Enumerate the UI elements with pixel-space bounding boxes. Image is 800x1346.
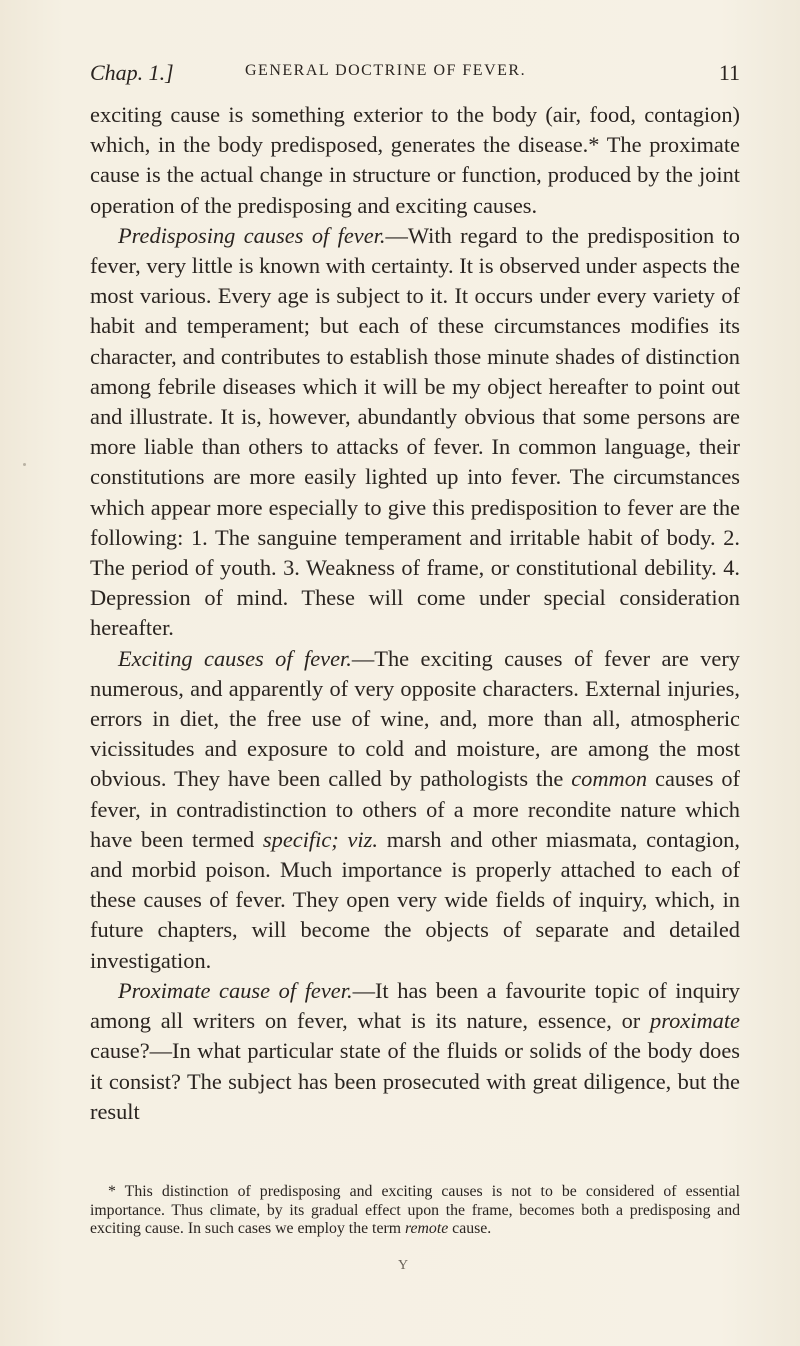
section-heading-exciting: Exciting causes of fever. [118, 645, 352, 671]
paper-speck [23, 463, 26, 466]
body-text [90, 100, 740, 1127]
footnote [90, 1183, 740, 1239]
running-title: GENERAL DOCTRINE OF FEVER. [245, 62, 527, 79]
paragraph-exciting-cause-definition: exciting cause is something exterior to the body (air, food, contagion) which, in the body predisposed, generates the disease.* The proximate cause is the actual change in structure or function, produced by the joint operation of the predisposing and exciting causes. [90, 102, 740, 218]
paragraph-exciting-causes: Exciting causes of fever.—The exciting causes of fever are very numerous, and apparently of very opposite characters. External injuries, errors in diet, the free use of wine, and, more than all, atmospheric vicissitudes and exposure to cold and moisture, are among the most obvious. They have been called by pathologists the common causes of fever, in contradistinction to others of a more recondite nature which have been termed specific; viz. marsh and other miasmata, contagion, and morbid poison. Much importance is properly attached to each of these causes of fever. They open very wide fields of inquiry, which, in future chapters, will become the objects of separate and detailed investigation. [90, 645, 741, 973]
section-heading-predisposing: Predisposing causes of fever. [118, 222, 386, 248]
signature-mark: Y [398, 1258, 409, 1273]
page-number: 11 [718, 60, 740, 85]
chapter-reference: Chap. 1.] [90, 60, 174, 85]
paragraph-predisposing-causes: Predisposing causes of fever.—With regard to the predisposition to fever, very little is known with certainty. It is observed under aspects the most various. Every age is subject to it. It occurs under every variety of habit and temperament; but each of these circumstances modifies its character, and contributes to establish those minute shades of distinction among febrile diseases which it will be my object hereafter to point out and illustrate. It is, however, abundantly obvious that some persons are more liable than others to attacks of fever. In common language, their constitutions are more easily lighted up into fever. The circumstances which appear more especially to give this predisposition to fever are the following: 1. The sanguine temperament and irritable habit of body. 2. The period of youth. 3. Weakness of frame, or constitutional debility. 4. Depression of mind. These will come under special consideration hereafter. [90, 222, 741, 641]
footnote-text: * This distinction of predisposing and exciting causes is not to be considered of essential importance. Thus climate, by its gradual effect upon the frame, becomes both a predisposing and exciting cause. In such cases we employ the term remote cause. [90, 1183, 740, 1237]
paragraph-proximate-cause: Proximate cause of fever.—It has been a favourite topic of inquiry among all writers on fever, what is its nature, essence, or proximate cause?—In what particular state of the fluids or solids of the body does it consist? The subject has been prosecuted with great diligence, but the result [90, 977, 740, 1124]
running-header [90, 60, 740, 90]
section-heading-proximate: Proximate cause of fever. [118, 977, 353, 1003]
